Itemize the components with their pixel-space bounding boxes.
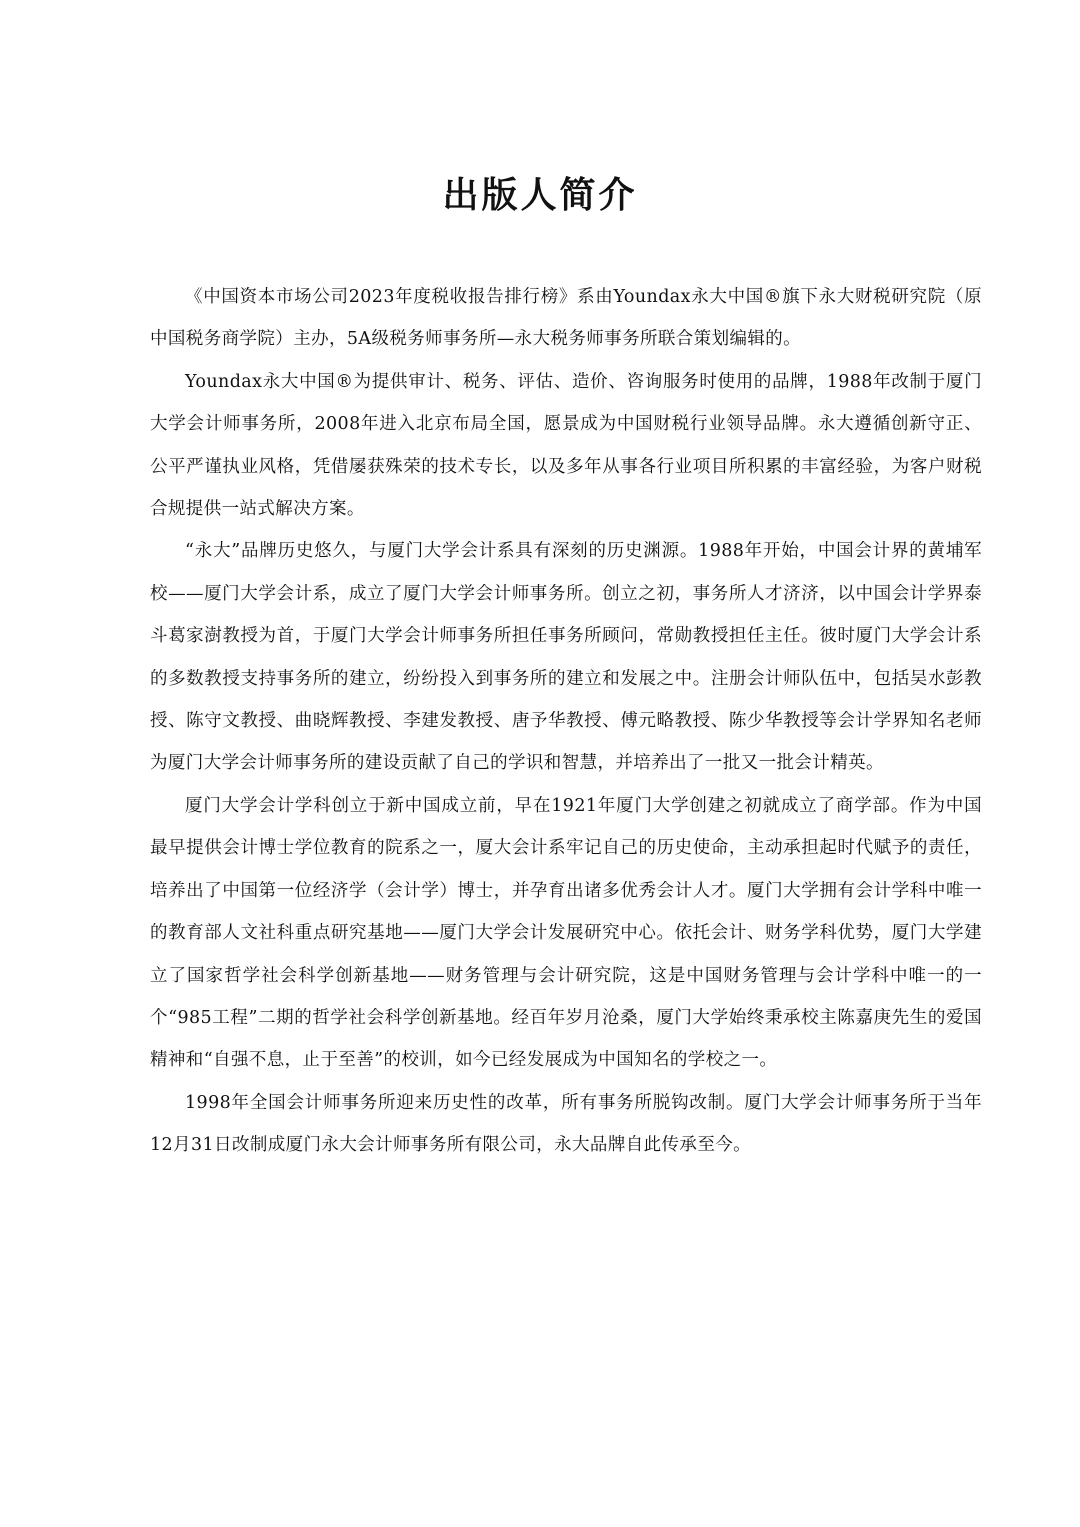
paragraph-xmu-accounting: 厦门大学会计学科创立于新中国成立前，早在1921年厦门大学创建之初就成立了商学部。作为中国最早提供会计博士学位教育的院系之一，厦大会计系牢记自己的历史使命，主动承担起时代赋予的责任，培养出了中国第一位经济学（会计学）博士，并孕育出诸多优秀会计人才。厦门大学拥有会计学科中唯一的教育部人文社科重点研究基地——厦门大学会计发展研究中心。依托会计、财务学科优势，厦门大学建立了国家哲学社会科学创新基地——财务管理与会计研究院，这是中国财务管理与会计学科中唯一的一个“985工程”二期的哲学社会科学创新基地。经百年岁月沧桑，厦门大学始终秉承校主陈嘉庚先生的爱国精神和“自强不息，止于至善”的校训，如今已经发展成为中国知名的学校之一。 [150,795,982,1071]
page-title: 出版人简介 [442,175,638,216]
paragraph-history: “永大”品牌历史悠久，与厦门大学会计系具有深刻的历史渊源。1988年开始，中国会计界的黄埔军校——厦门大学会计系，成立了厦门大学会计师事务所。创立之初，事务所人才济济，以中国会计学界泰斗葛家澍教授为首，于厦门大学会计师事务所担任事务所顾问，常勋教授担任主任。彼时厦门大学会计系的多数教授支持事务所的建立，纷纷投入到事务所的建立和发展之中。注册会计师队伍中，包括吴水彭教授、陈守文教授、曲晓辉教授、李建发教授、唐予华教授、傅元略教授、陈少华教授等会计学界知名老师为厦门大学会计师事务所的建设贡献了自己的学识和智慧，并培养出了一批又一批会计精英。 [150,541,982,774]
paragraph-reform: 1998年全国会计师事务所迎来历史性的改革，所有事务所脱钩改制。厦门大学会计师事务所于当年12月31日改制成厦门永大会计师事务所有限公司，永大品牌自此传承至今。 [150,1092,982,1156]
paragraph-intro: 《中国资本市场公司2023年度税收报告排行榜》系由Youndax永大中国®旗下永大财税研究院（原中国税务商学院）主办，5A级税务师事务所—永大税务师事务所联合策划编辑的。 [150,287,982,350]
paragraph-brand: Youndax永大中国®为提供审计、税务、评估、造价、咨询服务时使用的品牌，1988年改制于厦门大学会计师事务所，2008年进入北京布局全国，愿景成为中国财税行业领导品牌。永大遵循创新守正、公平严谨执业风格，凭借屡获殊荣的技术专长，以及多年从事各行业项目所积累的丰富经验，为客户财税合规提供一站式解决方案。 [150,371,982,520]
document-body [150,276,982,1167]
